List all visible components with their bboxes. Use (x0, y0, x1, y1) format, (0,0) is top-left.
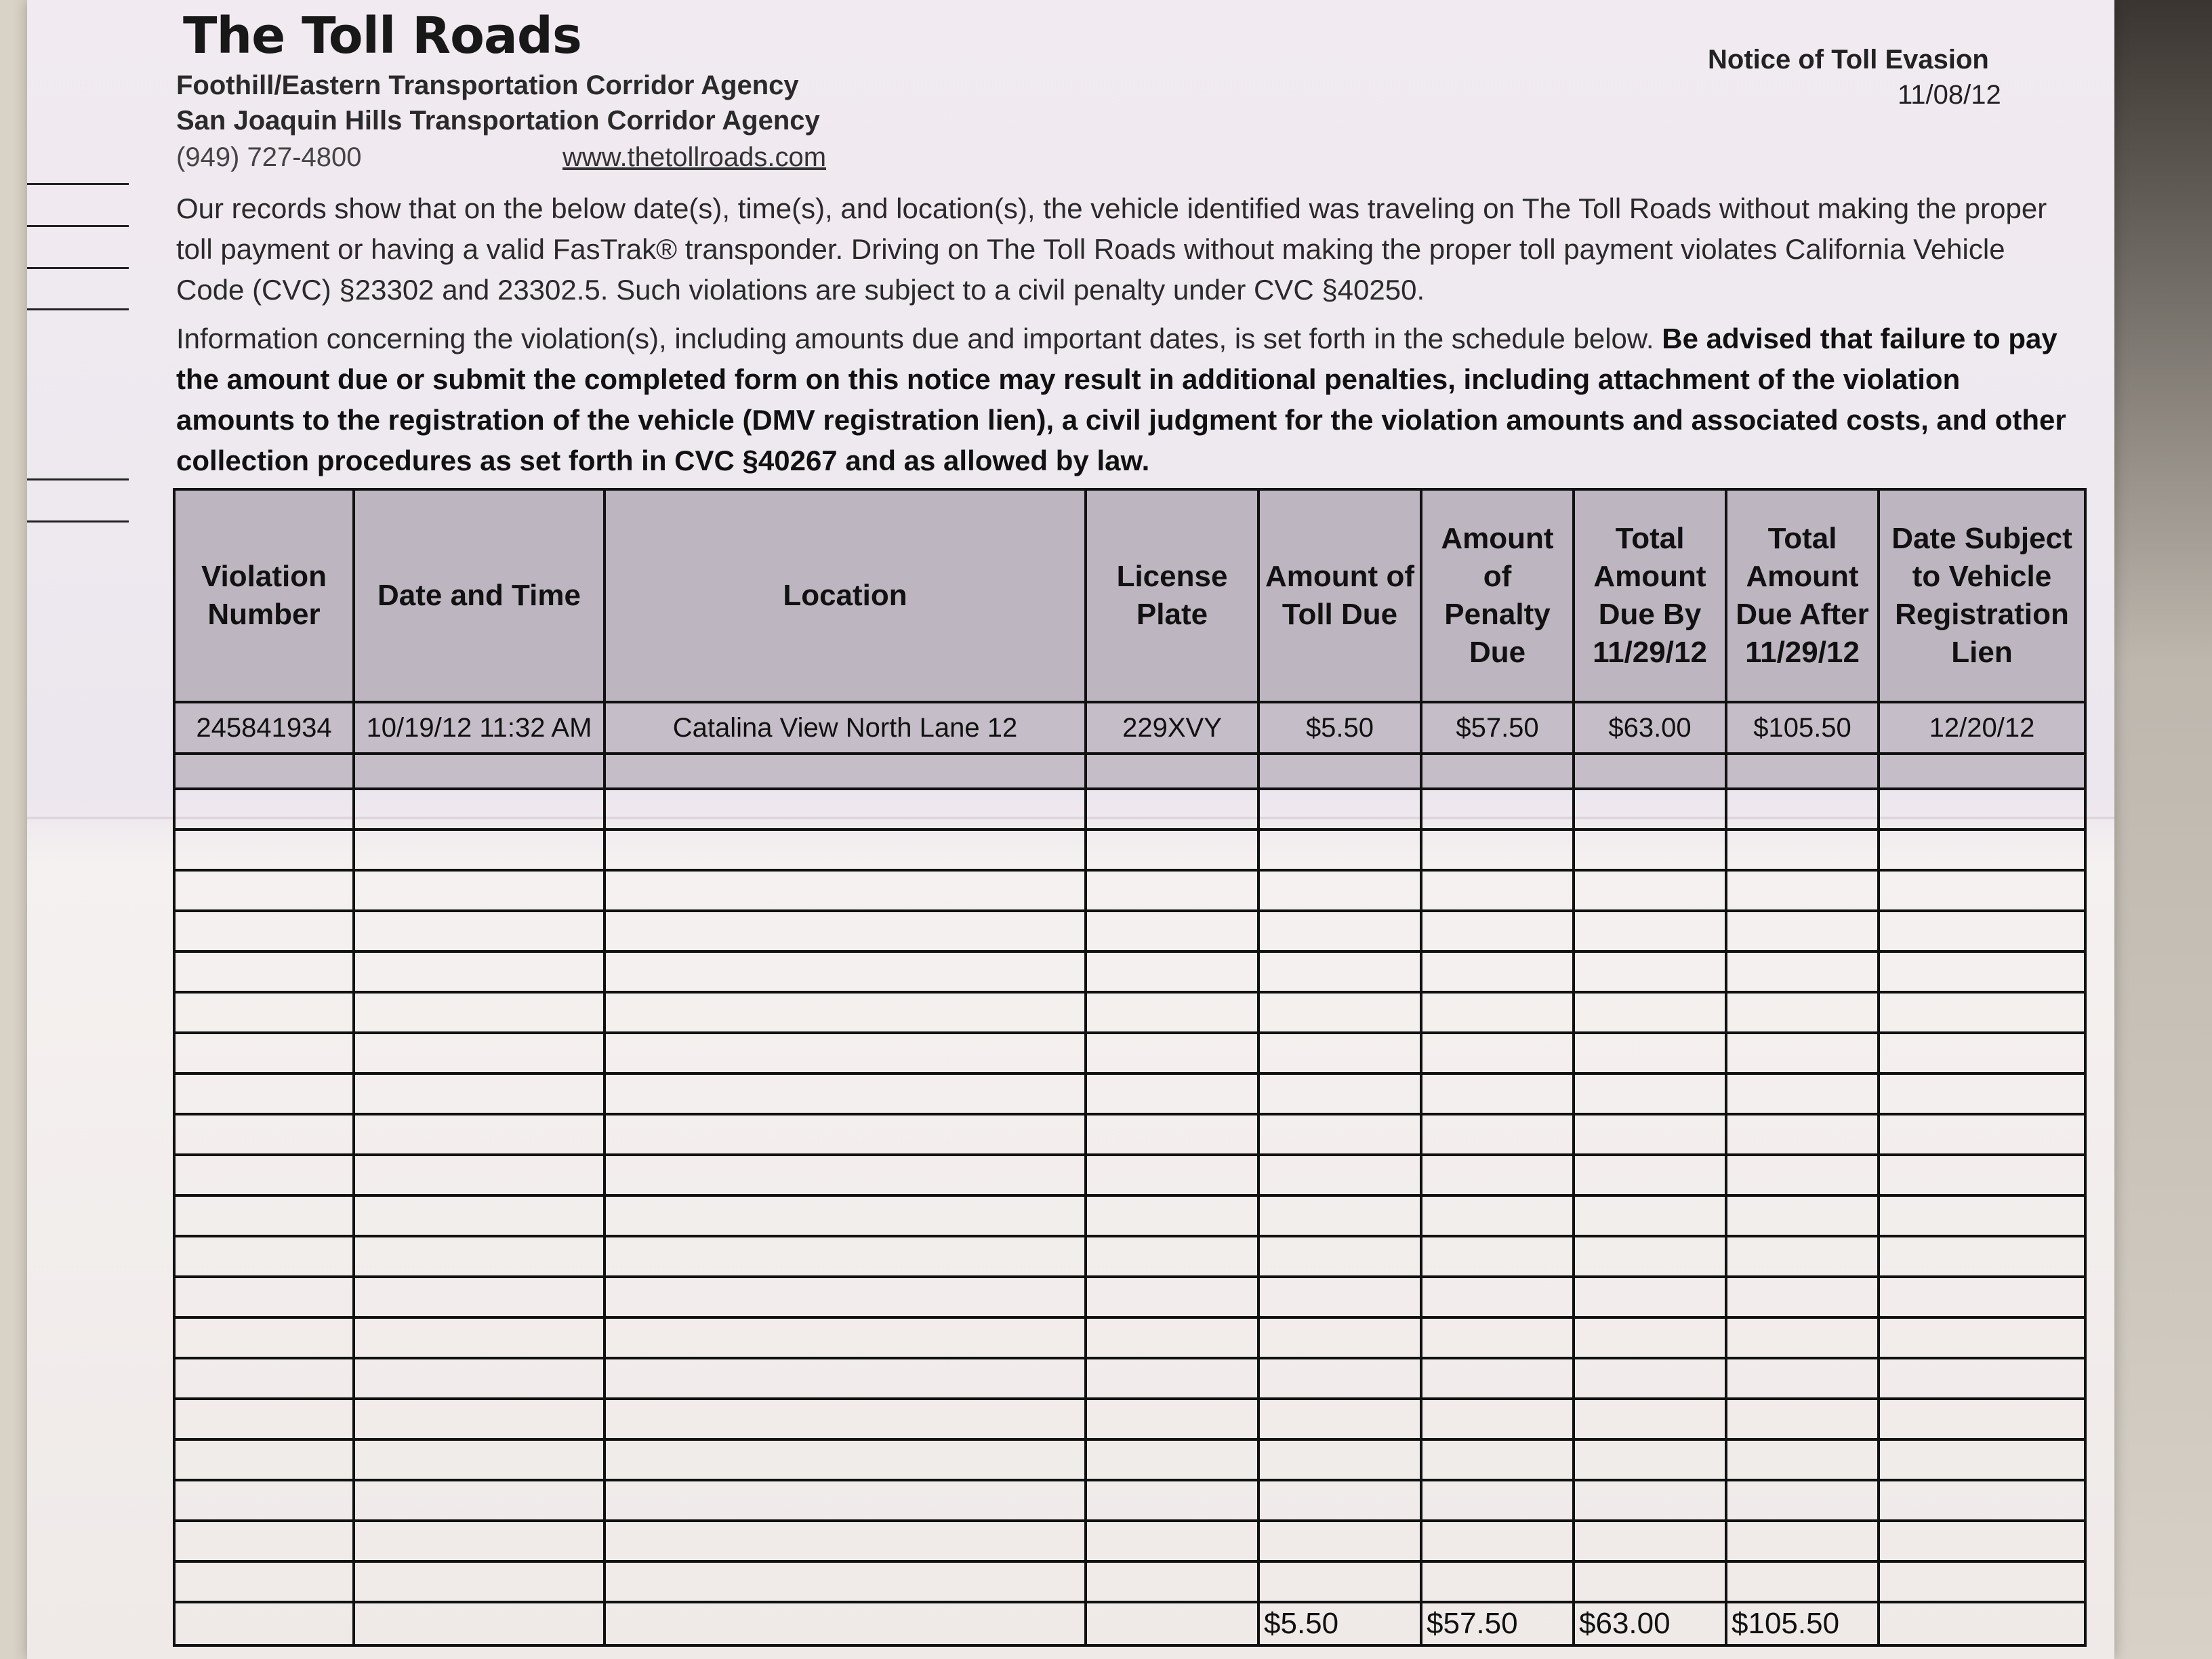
empty-cell (605, 1358, 1086, 1399)
empty-cell (1258, 1561, 1421, 1602)
empty-cell (1879, 754, 2085, 789)
notice-title: Notice of Toll Evasion (1708, 45, 1989, 75)
empty-cell (605, 1033, 1086, 1073)
empty-cell (1879, 1399, 2085, 1439)
empty-cell (1421, 1236, 1574, 1277)
empty-cell (1258, 1277, 1421, 1317)
empty-cell (1258, 1358, 1421, 1399)
margin-mark (27, 520, 129, 523)
column-header: Amount of Toll Due (1258, 489, 1421, 702)
empty-cell (1258, 870, 1421, 911)
empty-cell (1574, 830, 1726, 870)
empty-cell (174, 789, 354, 830)
license-plate-cell: 229XVY (1086, 702, 1258, 754)
table-row (174, 911, 2085, 951)
empty-cell (1258, 830, 1421, 870)
empty-cell (354, 1236, 605, 1277)
empty-cell (1726, 1073, 1879, 1114)
empty-cell (1421, 1073, 1574, 1114)
agency-name-1: Foothill/Eastern Transportation Corridor Agency (176, 70, 799, 100)
empty-cell (605, 951, 1086, 992)
empty-cell (1574, 1236, 1726, 1277)
empty-cell (354, 1317, 605, 1358)
margin-mark (27, 183, 129, 185)
empty-cell (1574, 1358, 1726, 1399)
empty-cell (354, 1155, 605, 1195)
empty-cell (1879, 1033, 2085, 1073)
total-penalty-due: $57.50 (1421, 1602, 1574, 1645)
empty-cell (1086, 789, 1258, 830)
column-header: Violation Number (174, 489, 354, 702)
margin-mark (27, 225, 129, 227)
empty-cell (1879, 1073, 2085, 1114)
empty-cell (605, 870, 1086, 911)
empty-cell (1258, 1114, 1421, 1155)
empty-cell (605, 1073, 1086, 1114)
website-link[interactable]: www.thetollroads.com (562, 142, 827, 172)
empty-cell (354, 951, 605, 992)
advisory-paragraph (176, 319, 2074, 481)
empty-cell (174, 1155, 354, 1195)
table-row (174, 754, 2085, 789)
table-row (174, 789, 2085, 830)
empty-cell (174, 1236, 354, 1277)
empty-cell (1421, 789, 1574, 830)
empty-cell (1258, 911, 1421, 951)
empty-cell (174, 830, 354, 870)
column-header: Date and Time (354, 489, 605, 702)
table-row (174, 702, 2085, 754)
empty-cell (1086, 951, 1258, 992)
empty-cell (1726, 1114, 1879, 1155)
empty-cell (1086, 1561, 1258, 1602)
empty-cell (354, 1602, 605, 1645)
empty-cell (354, 1521, 605, 1561)
empty-cell (1086, 1114, 1258, 1155)
empty-cell (354, 1399, 605, 1439)
empty-cell (1879, 830, 2085, 870)
column-header: Total Amount Due By 11/29/12 (1574, 489, 1726, 702)
table-row (174, 870, 2085, 911)
empty-cell (1879, 911, 2085, 951)
empty-cell (1879, 992, 2085, 1033)
empty-cell (1726, 992, 1879, 1033)
empty-cell (1879, 1439, 2085, 1480)
phone-number: (949) 727-4800 (176, 142, 362, 172)
column-header: License Plate (1086, 489, 1258, 702)
empty-cell (174, 911, 354, 951)
empty-cell (174, 1602, 354, 1645)
empty-cell (605, 789, 1086, 830)
empty-cell (1879, 789, 2085, 830)
empty-cell (1574, 1155, 1726, 1195)
empty-cell (354, 870, 605, 911)
empty-cell (1086, 1602, 1258, 1645)
empty-cell (1574, 1114, 1726, 1155)
empty-cell (1086, 870, 1258, 911)
empty-cell (174, 992, 354, 1033)
empty-cell (1574, 1073, 1726, 1114)
empty-cell (354, 789, 605, 830)
empty-cell (1421, 911, 1574, 951)
empty-cell (1086, 1358, 1258, 1399)
empty-cell (1258, 1033, 1421, 1073)
empty-cell (1726, 830, 1879, 870)
empty-cell (1879, 1358, 2085, 1399)
table-row (174, 1439, 2085, 1480)
empty-cell (1421, 1277, 1574, 1317)
empty-cell (1421, 830, 1574, 870)
advisory-text: Information concerning the violation(s), including amounts due and important dates, is set forth in the schedule below. (176, 323, 1662, 354)
empty-cell (1574, 992, 1726, 1033)
empty-cell (1421, 870, 1574, 911)
penalty-due-cell: $57.50 (1421, 702, 1574, 754)
empty-cell (1879, 1521, 2085, 1561)
empty-cell (1258, 1195, 1421, 1236)
empty-cell (354, 911, 605, 951)
table-row (174, 1399, 2085, 1439)
empty-cell (1574, 1033, 1726, 1073)
empty-cell (1726, 1439, 1879, 1480)
empty-cell (1574, 1561, 1726, 1602)
empty-cell (1726, 1399, 1879, 1439)
margin-mark (27, 308, 129, 310)
empty-cell (605, 1277, 1086, 1317)
empty-cell (174, 754, 354, 789)
violation-schedule-table (173, 488, 2087, 1647)
empty-cell (605, 911, 1086, 951)
table-row (174, 951, 2085, 992)
empty-cell (174, 1561, 354, 1602)
empty-cell (1421, 1521, 1574, 1561)
empty-cell (1421, 1358, 1574, 1399)
table-row (174, 1073, 2085, 1114)
empty-cell (1258, 1439, 1421, 1480)
empty-cell (1086, 911, 1258, 951)
empty-cell (1574, 1480, 1726, 1521)
empty-cell (174, 1399, 354, 1439)
empty-cell (174, 1317, 354, 1358)
empty-cell (1421, 1033, 1574, 1073)
lien-date-cell: 12/20/12 (1879, 702, 2085, 754)
table-row (174, 1521, 2085, 1561)
date-time-cell: 10/19/12 11:32 AM (354, 702, 605, 754)
total-due-after-cell: $105.50 (1726, 702, 1879, 754)
empty-cell (1086, 1317, 1258, 1358)
empty-cell (1258, 1236, 1421, 1277)
empty-cell (605, 1521, 1086, 1561)
empty-cell (354, 1033, 605, 1073)
empty-cell (1421, 1480, 1574, 1521)
empty-cell (174, 1480, 354, 1521)
empty-cell (174, 1439, 354, 1480)
empty-cell (174, 1114, 354, 1155)
empty-cell (174, 870, 354, 911)
intro-paragraph: Our records show that on the below date(s), time(s), and location(s), the vehicle identified was traveling on The Toll Roads without making the proper toll payment or having a valid FasTrak® transponder. Driving on The Toll Roads without making the proper toll payment violates California Vehicle Code (CVC) §23302 and 23302.5. Such violations are subject to a civil penalty under CVC §40250. (176, 192, 2047, 306)
empty-cell (1726, 951, 1879, 992)
empty-cell (1258, 1155, 1421, 1195)
empty-cell (354, 1277, 605, 1317)
empty-cell (1879, 1317, 2085, 1358)
empty-cell (1726, 1236, 1879, 1277)
empty-cell (605, 992, 1086, 1033)
empty-cell (1258, 951, 1421, 992)
empty-cell (1086, 1277, 1258, 1317)
empty-cell (1258, 1317, 1421, 1358)
empty-cell (605, 830, 1086, 870)
empty-cell (1421, 1155, 1574, 1195)
empty-cell (174, 1521, 354, 1561)
table-row (174, 1155, 2085, 1195)
location-cell: Catalina View North Lane 12 (605, 702, 1086, 754)
empty-cell (1421, 1561, 1574, 1602)
empty-cell (174, 1358, 354, 1399)
empty-cell (1086, 1236, 1258, 1277)
table-row (174, 1114, 2085, 1155)
empty-cell (1086, 992, 1258, 1033)
empty-cell (1879, 1277, 2085, 1317)
empty-cell (1726, 1317, 1879, 1358)
table-row (174, 1358, 2085, 1399)
table-row (174, 830, 2085, 870)
empty-cell (1726, 870, 1879, 911)
empty-cell (1086, 1399, 1258, 1439)
empty-cell (1879, 951, 2085, 992)
empty-cell (1258, 1521, 1421, 1561)
empty-cell (1726, 1358, 1879, 1399)
empty-cell (1086, 1155, 1258, 1195)
empty-cell (1726, 1480, 1879, 1521)
toll-roads-logo: The Toll Roads (183, 7, 581, 65)
toll-due-cell: $5.50 (1258, 702, 1421, 754)
empty-cell (1258, 754, 1421, 789)
empty-cell (1726, 1521, 1879, 1561)
empty-cell (1258, 1480, 1421, 1521)
table-row (174, 1480, 2085, 1521)
margin-mark (27, 478, 129, 480)
empty-cell (1421, 951, 1574, 992)
column-header: Total Amount Due After 11/29/12 (1726, 489, 1879, 702)
empty-cell (1086, 1195, 1258, 1236)
empty-cell (1258, 1073, 1421, 1114)
empty-cell (354, 1358, 605, 1399)
empty-cell (1574, 1317, 1726, 1358)
empty-cell (605, 1195, 1086, 1236)
empty-cell (174, 1073, 354, 1114)
toll-notice-document (27, 0, 2114, 1659)
empty-cell (174, 1033, 354, 1073)
total-due-after: $105.50 (1726, 1602, 1879, 1645)
empty-cell (1086, 830, 1258, 870)
empty-cell (1879, 1155, 2085, 1195)
empty-cell (605, 1561, 1086, 1602)
empty-cell (1574, 951, 1726, 992)
empty-cell (1574, 1277, 1726, 1317)
total-due-by-cell: $63.00 (1574, 702, 1726, 754)
empty-cell (354, 830, 605, 870)
empty-cell (1086, 1521, 1258, 1561)
empty-cell (1726, 1277, 1879, 1317)
table-row (174, 1277, 2085, 1317)
empty-cell (1421, 1195, 1574, 1236)
empty-cell (1726, 1561, 1879, 1602)
empty-cell (1879, 870, 2085, 911)
empty-cell (605, 1114, 1086, 1155)
column-header: Location (605, 489, 1086, 702)
empty-cell (1574, 870, 1726, 911)
empty-cell (1421, 992, 1574, 1033)
empty-cell (1879, 1114, 2085, 1155)
empty-cell (605, 1236, 1086, 1277)
empty-cell (605, 754, 1086, 789)
empty-cell (1574, 1521, 1726, 1561)
empty-cell (354, 1195, 605, 1236)
empty-cell (1421, 1399, 1574, 1439)
notice-date: 11/08/12 (1898, 80, 2001, 110)
empty-cell (605, 1399, 1086, 1439)
margin-mark (27, 267, 129, 269)
table-row (174, 1561, 2085, 1602)
empty-cell (1726, 1155, 1879, 1195)
totals-row (174, 1602, 2085, 1645)
empty-cell (1879, 1195, 2085, 1236)
empty-cell (1258, 1399, 1421, 1439)
empty-cell (1726, 911, 1879, 951)
total-due-by: $63.00 (1574, 1602, 1726, 1645)
advisory-warning: Be advised that failure to pay the amount due or submit the completed form on this notice may result in additional penalties, including attachment of the violation amounts to the registration of the vehicle (DMV registration lien), a civil judgment for the violation amounts and associated costs, and other collection procedures as set forth in CVC §40267 and as allowed by law. (176, 323, 2066, 476)
empty-cell (1726, 1195, 1879, 1236)
column-header: Date Subject to Vehicle Registration Lien (1879, 489, 2085, 702)
empty-cell (605, 1480, 1086, 1521)
empty-cell (605, 1317, 1086, 1358)
empty-cell (605, 1602, 1086, 1645)
table-row (174, 1033, 2085, 1073)
agency-name-2: San Joaquin Hills Transportation Corridor Agency (176, 106, 820, 136)
empty-cell (354, 1114, 605, 1155)
empty-cell (354, 1073, 605, 1114)
empty-cell (1086, 754, 1258, 789)
empty-cell (1258, 789, 1421, 830)
empty-cell (1421, 1114, 1574, 1155)
empty-cell (1879, 1602, 2085, 1645)
empty-cell (174, 951, 354, 992)
empty-cell (354, 992, 605, 1033)
empty-cell (1258, 992, 1421, 1033)
empty-cell (1086, 1439, 1258, 1480)
table-row (174, 1317, 2085, 1358)
table-header-row (174, 489, 2085, 702)
empty-cell (1086, 1480, 1258, 1521)
desk-background (2110, 0, 2212, 1659)
empty-cell (354, 754, 605, 789)
empty-cell (1574, 911, 1726, 951)
empty-cell (1421, 1439, 1574, 1480)
empty-cell (354, 1480, 605, 1521)
empty-cell (1879, 1236, 2085, 1277)
empty-cell (354, 1439, 605, 1480)
empty-cell (1574, 1399, 1726, 1439)
empty-cell (1574, 789, 1726, 830)
empty-cell (1086, 1033, 1258, 1073)
empty-cell (174, 1195, 354, 1236)
empty-cell (1086, 1073, 1258, 1114)
empty-cell (1421, 754, 1574, 789)
empty-cell (1879, 1561, 2085, 1602)
violation-number-cell: 245841934 (174, 702, 354, 754)
empty-cell (605, 1155, 1086, 1195)
empty-cell (1574, 1195, 1726, 1236)
empty-cell (1421, 1317, 1574, 1358)
empty-cell (1574, 1439, 1726, 1480)
empty-cell (1574, 754, 1726, 789)
empty-cell (1879, 1480, 2085, 1521)
table-row (174, 992, 2085, 1033)
empty-cell (174, 1277, 354, 1317)
empty-cell (605, 1439, 1086, 1480)
empty-cell (354, 1561, 605, 1602)
empty-cell (1726, 754, 1879, 789)
table-row (174, 1236, 2085, 1277)
empty-cell (1726, 1033, 1879, 1073)
column-header: Amount of Penalty Due (1421, 489, 1574, 702)
empty-cell (1726, 789, 1879, 830)
total-toll-due: $5.50 (1258, 1602, 1421, 1645)
table-row (174, 1195, 2085, 1236)
